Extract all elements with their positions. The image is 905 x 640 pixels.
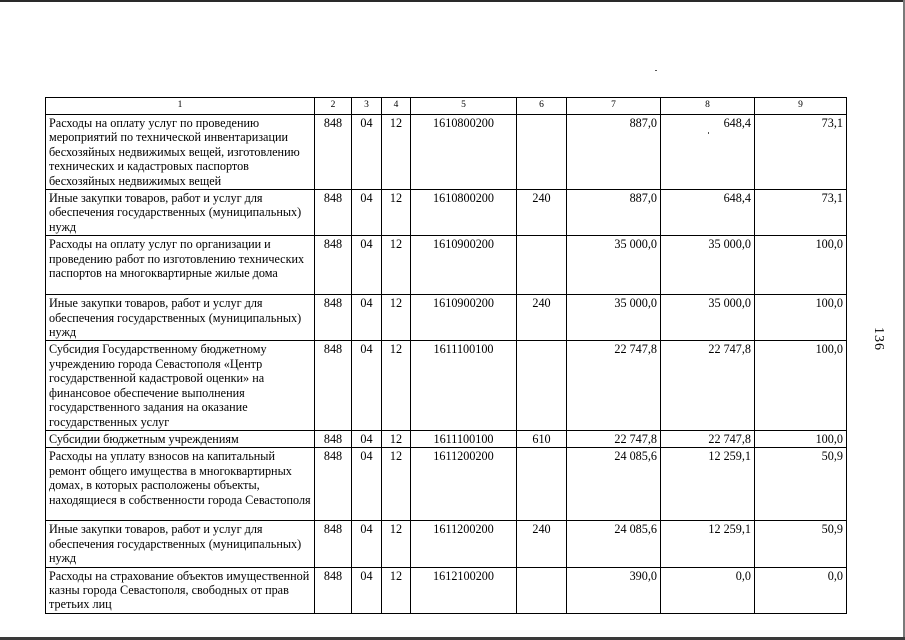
planned-amount: 24 085,6 — [567, 448, 661, 521]
target-article-code: 1611100100 — [411, 341, 517, 430]
table-row — [46, 341, 847, 430]
actual-amount: 648,4 — [661, 115, 755, 190]
header-cell-9: 9 — [755, 98, 847, 115]
table-row — [46, 236, 847, 295]
expense-type-code — [517, 448, 567, 521]
execution-percent: 0,0 — [755, 567, 847, 613]
expense-name: Иные закупки товаров, работ и услуг для обеспечения государственных (муниципальных) нужд — [46, 295, 315, 341]
subsection-code: 12 — [382, 341, 411, 430]
header-cell-8: 8 — [661, 98, 755, 115]
header-row — [46, 98, 847, 115]
grbs-code: 848 — [315, 115, 352, 190]
target-article-code: 1610900200 — [411, 236, 517, 295]
execution-percent: 50,9 — [755, 521, 847, 567]
expense-name: Расходы на оплату услуг по организации и проведению работ по изготовлению технических паспортов на многоквартирные жилые дома — [46, 236, 315, 295]
grbs-code: 848 — [315, 430, 352, 447]
grbs-code: 848 — [315, 567, 352, 613]
expense-name: Расходы на оплату услуг по проведению мероприятий по технической инвентаризации бесхозяйных недвижимых вещей, изготовлению технических и кадастровых паспортов бесхозяйных недвижимых вещей — [46, 115, 315, 190]
grbs-code: 848 — [315, 295, 352, 341]
section-code: 04 — [352, 341, 382, 430]
expense-type-code — [517, 341, 567, 430]
subsection-code: 12 — [382, 567, 411, 613]
expense-type-code — [517, 236, 567, 295]
planned-amount: 390,0 — [567, 567, 661, 613]
planned-amount: 22 747,8 — [567, 430, 661, 447]
subsection-code: 12 — [382, 236, 411, 295]
subsection-code: 12 — [382, 115, 411, 190]
expense-type-code — [517, 567, 567, 613]
target-article-code: 1610800200 — [411, 190, 517, 236]
execution-percent: 100,0 — [755, 341, 847, 430]
expense-name: Иные закупки товаров, работ и услуг для обеспечения государственных (муниципальных) нужд — [46, 521, 315, 567]
table-row — [46, 115, 847, 190]
actual-amount: 35 000,0 — [661, 295, 755, 341]
grbs-code: 848 — [315, 341, 352, 430]
expense-type-code: 610 — [517, 430, 567, 447]
grbs-code: 848 — [315, 236, 352, 295]
subsection-code: 12 — [382, 190, 411, 236]
actual-amount: 12 259,1 — [661, 448, 755, 521]
section-code: 04 — [352, 430, 382, 447]
scan-speck — [655, 70, 657, 71]
planned-amount: 35 000,0 — [567, 295, 661, 341]
grbs-code: 848 — [315, 521, 352, 567]
table-row — [46, 521, 847, 567]
expense-name: Иные закупки товаров, работ и услуг для обеспечения государственных (муниципальных) нужд — [46, 190, 315, 236]
actual-amount: 22 747,8 — [661, 430, 755, 447]
execution-percent: 100,0 — [755, 295, 847, 341]
target-article-code: 1610800200 — [411, 115, 517, 190]
subsection-code: 12 — [382, 430, 411, 447]
actual-amount: 648,4 — [661, 190, 755, 236]
table-header — [46, 98, 847, 115]
budget-table — [45, 97, 847, 614]
expense-name: Субсидии бюджетным учреждениям — [46, 430, 315, 447]
execution-percent: 73,1 — [755, 190, 847, 236]
execution-percent: 73,1 — [755, 115, 847, 190]
planned-amount: 887,0 — [567, 115, 661, 190]
subsection-code: 12 — [382, 448, 411, 521]
table-body — [46, 115, 847, 614]
target-article-code: 1611200200 — [411, 448, 517, 521]
header-cell-1: 1 — [46, 98, 315, 115]
planned-amount: 24 085,6 — [567, 521, 661, 567]
actual-amount: 0,0 — [661, 567, 755, 613]
table-row — [46, 190, 847, 236]
section-code: 04 — [352, 448, 382, 521]
planned-amount: 35 000,0 — [567, 236, 661, 295]
page-edge-top — [0, 0, 905, 2]
expense-type-code: 240 — [517, 295, 567, 341]
planned-amount: 887,0 — [567, 190, 661, 236]
planned-amount: 22 747,8 — [567, 341, 661, 430]
grbs-code: 848 — [315, 448, 352, 521]
header-cell-6: 6 — [517, 98, 567, 115]
section-code: 04 — [352, 115, 382, 190]
table-row — [46, 295, 847, 341]
expense-type-code: 240 — [517, 521, 567, 567]
grbs-code: 848 — [315, 190, 352, 236]
expense-type-code: 240 — [517, 190, 567, 236]
target-article-code: 1612100200 — [411, 567, 517, 613]
table-row — [46, 430, 847, 447]
execution-percent: 100,0 — [755, 236, 847, 295]
table-row — [46, 448, 847, 521]
section-code: 04 — [352, 521, 382, 567]
execution-percent: 100,0 — [755, 430, 847, 447]
actual-amount: 35 000,0 — [661, 236, 755, 295]
target-article-code: 1611100100 — [411, 430, 517, 447]
header-cell-7: 7 — [567, 98, 661, 115]
expense-name: Расходы на страхование объектов имущественной казны города Севастополя, свободных от прав третьих лиц — [46, 567, 315, 613]
page-number: 136 — [871, 327, 886, 351]
header-cell-5: 5 — [411, 98, 517, 115]
section-code: 04 — [352, 190, 382, 236]
header-cell-4: 4 — [382, 98, 411, 115]
section-code: 04 — [352, 236, 382, 295]
expense-name: Расходы на уплату взносов на капитальный ремонт общего имущества в многоквартирных домах, в которых расположены объекты, находящиеся в собственности города Севастополя — [46, 448, 315, 521]
actual-amount: 22 747,8 — [661, 341, 755, 430]
execution-percent: 50,9 — [755, 448, 847, 521]
subsection-code: 12 — [382, 295, 411, 341]
target-article-code: 1610900200 — [411, 295, 517, 341]
header-cell-3: 3 — [352, 98, 382, 115]
expense-type-code — [517, 115, 567, 190]
section-code: 04 — [352, 567, 382, 613]
header-cell-2: 2 — [315, 98, 352, 115]
section-code: 04 — [352, 295, 382, 341]
target-article-code: 1611200200 — [411, 521, 517, 567]
table-row — [46, 567, 847, 613]
subsection-code: 12 — [382, 521, 411, 567]
actual-amount: 12 259,1 — [661, 521, 755, 567]
expense-name: Субсидия Государственному бюджетному учреждению города Севастополя «Центр государственной кадастровой оценки» на финансовое обеспечение выполнения государственного задания на оказание государственных услуг — [46, 341, 315, 430]
